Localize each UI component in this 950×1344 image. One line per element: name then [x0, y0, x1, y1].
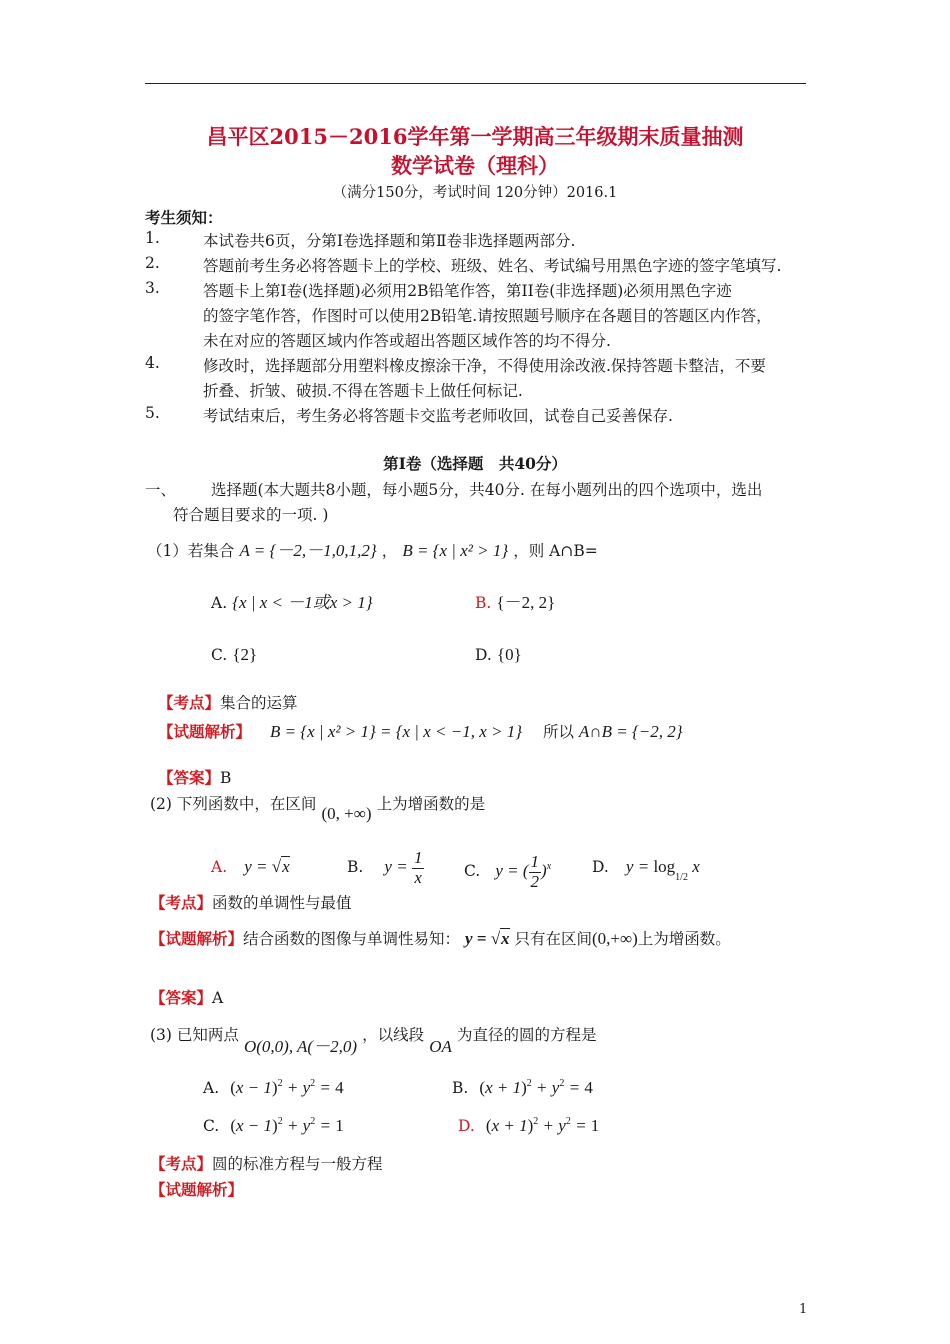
question-1-option-c — [211, 645, 257, 665]
notice-item-number: 3. — [145, 279, 160, 297]
question-2-option-b — [347, 845, 424, 889]
answer-value: B — [220, 769, 232, 787]
kaodian-text: 函数的单调性与最值 — [212, 894, 352, 912]
question-3-mid: ，以线段 — [362, 1026, 425, 1044]
option-text: {2} — [232, 645, 258, 664]
page-subtitle-title: 数学试卷（理科） — [391, 153, 559, 178]
option-letter: A. — [203, 1079, 220, 1097]
jiexi-text-3: 上为增函数。 — [637, 930, 731, 948]
question-1-set-a: A = {－2,－1,0,1,2} — [239, 541, 377, 560]
jiexi-text: 结合函数的图像与单调性易知： — [243, 930, 461, 948]
question-2-prefix: (2) 下列函数中，在区间 — [150, 795, 317, 813]
notice-item-line: 考试结束后，考生务必将答题卡交监考老师收回，试卷自己妥善保存. — [203, 407, 673, 425]
question-3-option-c — [203, 1116, 344, 1136]
notice-item-number: 1. — [145, 229, 160, 247]
question-3-suffix: 为直径的圆的方程是 — [456, 1026, 597, 1044]
jiexi-result: A∩B = {−2, 2} — [578, 722, 683, 741]
question-1-suffix: ，则 A∩B= — [513, 542, 598, 560]
option-formula: $(x + 1)^2 + y^2 = 4$ — [479, 1078, 593, 1097]
question-3-option-d — [458, 1116, 599, 1136]
option-formula: y = √x — [244, 857, 290, 876]
notice-item-line: 本试卷共6页，分第Ⅰ卷选择题和第Ⅱ卷非选择题两部分. — [203, 232, 576, 250]
kaodian-label: 【考点】 — [150, 893, 213, 912]
option-formula: y = ( $\frac{1}{2}$ )$^x$ — [495, 851, 552, 891]
notice-heading: 考生须知： — [145, 208, 223, 227]
question-1-kaodian — [158, 691, 298, 713]
question-2-option-d — [592, 845, 700, 889]
option-formula: $(x - 1)^2 + y^2 = 1$ — [230, 1116, 344, 1135]
question-3-jiexi — [150, 1178, 243, 1200]
exam-info: （满分150分，考试时间 120分钟）2016.1 — [332, 185, 618, 201]
section-heading: 第Ⅰ卷（选择题 共40分） — [383, 454, 567, 473]
question-1-prefix: （1）若集合 — [147, 542, 235, 560]
answer-label: 【答案】 — [158, 768, 221, 787]
section-intro-line-1: 选择题(本大题共8小题，每小题5分，共40分. 在每小题列出的四个选项中，选出 — [211, 481, 763, 499]
question-1-stem — [147, 536, 598, 561]
option-letter: C. — [464, 862, 481, 880]
jiexi-formula: y = √x — [464, 929, 510, 948]
question-3-segment: OA — [429, 1037, 452, 1056]
question-2-suffix: 上为增函数的是 — [376, 795, 486, 813]
option-letter: D. — [475, 646, 492, 664]
option-letter: B. — [452, 1079, 469, 1097]
question-1-option-b — [475, 588, 555, 613]
option-formula: $(x - 1)^2 + y^2 = 4$ — [230, 1078, 344, 1097]
option-formula: $y = \log_{1/2} x$ — [625, 857, 700, 883]
kaodian-text: 圆的标准方程与一般方程 — [212, 1155, 383, 1173]
question-2-stem — [150, 792, 486, 823]
notice-item-number: 5. — [145, 404, 160, 422]
notice-item-number: 2. — [145, 254, 160, 272]
question-1-sep: ， — [381, 542, 398, 560]
question-3-option-a — [203, 1078, 344, 1098]
answer-value: A — [212, 989, 224, 1007]
option-text: {0} — [496, 645, 522, 664]
option-formula: y = $\frac{1}{x}$ — [384, 847, 423, 887]
page-number: 1 — [799, 1302, 808, 1317]
question-2-jiexi — [150, 927, 731, 949]
question-3-points: O(0,0), A(－2,0) — [243, 1037, 357, 1056]
question-3-stem — [150, 1020, 597, 1056]
notice-item-number: 4. — [145, 354, 160, 372]
jiexi-label: 【试题解析】 — [158, 722, 252, 741]
question-2-option-c — [464, 845, 551, 889]
option-letter: B. — [475, 594, 492, 612]
option-text: {x | x < －1或x > 1} — [232, 593, 373, 612]
kaodian-label: 【考点】 — [158, 693, 221, 712]
notice-item-line: 折叠、折皱、破损.不得在答题卡上做任何标记. — [203, 382, 523, 400]
notice-item-line: 修改时，选择题部分用塑料橡皮擦涂干净，不得使用涂改液.保持答题卡整洁，不要 — [203, 357, 766, 375]
jiexi-label: 【试题解析】 — [150, 929, 244, 948]
jiexi-text: 所以 — [542, 723, 574, 741]
answer-label: 【答案】 — [150, 988, 213, 1007]
notice-item-line: 答题前考生务必将答题卡上的学校、班级、姓名、考试编号用黑色字迹的签字笔填写. — [203, 257, 782, 275]
question-1-set-b: B = {x | x² > 1} — [402, 541, 509, 560]
option-text: {－2, 2} — [496, 593, 556, 612]
jiexi-formula: B = {x | x² > 1} = {x | x < −1, x > 1} — [269, 722, 523, 741]
question-3-prefix: (3) 已知两点 — [150, 1026, 239, 1044]
notice-item-line: 的签字笔作答，作图时可以使用2B铅笔.请按照题号顺序在各题目的答题区内作答， — [203, 307, 772, 325]
notice-item-line: 未在对应的答题区域内作答或超出答题区域作答的均不得分. — [203, 332, 611, 350]
kaodian-label: 【考点】 — [150, 1154, 213, 1173]
option-letter: C. — [203, 1117, 220, 1135]
jiexi-text-2: 只有在区间 — [514, 930, 592, 948]
question-1-answer — [158, 766, 231, 788]
jiexi-interval: (0,+∞) — [591, 929, 638, 948]
option-letter: D. — [458, 1117, 475, 1135]
section-intro-line-2: 符合题目要求的一项. ) — [173, 506, 329, 524]
option-letter: A. — [211, 858, 228, 876]
option-formula: $(x + 1)^2 + y^2 = 1$ — [485, 1116, 600, 1135]
question-3-kaodian — [150, 1152, 383, 1174]
question-2-interval: (0, +∞) — [321, 804, 372, 823]
question-1-jiexi — [158, 720, 683, 742]
page-title: 昌平区2015－2016学年第一学期高三年级期末质量抽测 — [206, 124, 744, 149]
question-2-answer — [150, 986, 223, 1008]
section-intro-num: 一、 — [145, 481, 177, 499]
option-letter: B. — [347, 858, 364, 876]
kaodian-text: 集合的运算 — [220, 694, 298, 712]
question-2-kaodian — [150, 891, 352, 913]
question-1-option-a — [211, 588, 373, 613]
option-letter: C. — [211, 646, 228, 664]
option-letter: A. — [211, 594, 228, 612]
notice-item-line: 答题卡上第I卷(选择题)必须用2B铅笔作答，第II卷(非选择题)必须用黑色字迹 — [203, 282, 732, 300]
question-1-option-d — [475, 645, 522, 665]
question-2-option-a — [211, 845, 290, 889]
option-letter: D. — [592, 858, 609, 876]
question-3-option-b — [452, 1078, 593, 1098]
jiexi-label: 【试题解析】 — [150, 1180, 244, 1199]
header-rule — [145, 83, 806, 84]
